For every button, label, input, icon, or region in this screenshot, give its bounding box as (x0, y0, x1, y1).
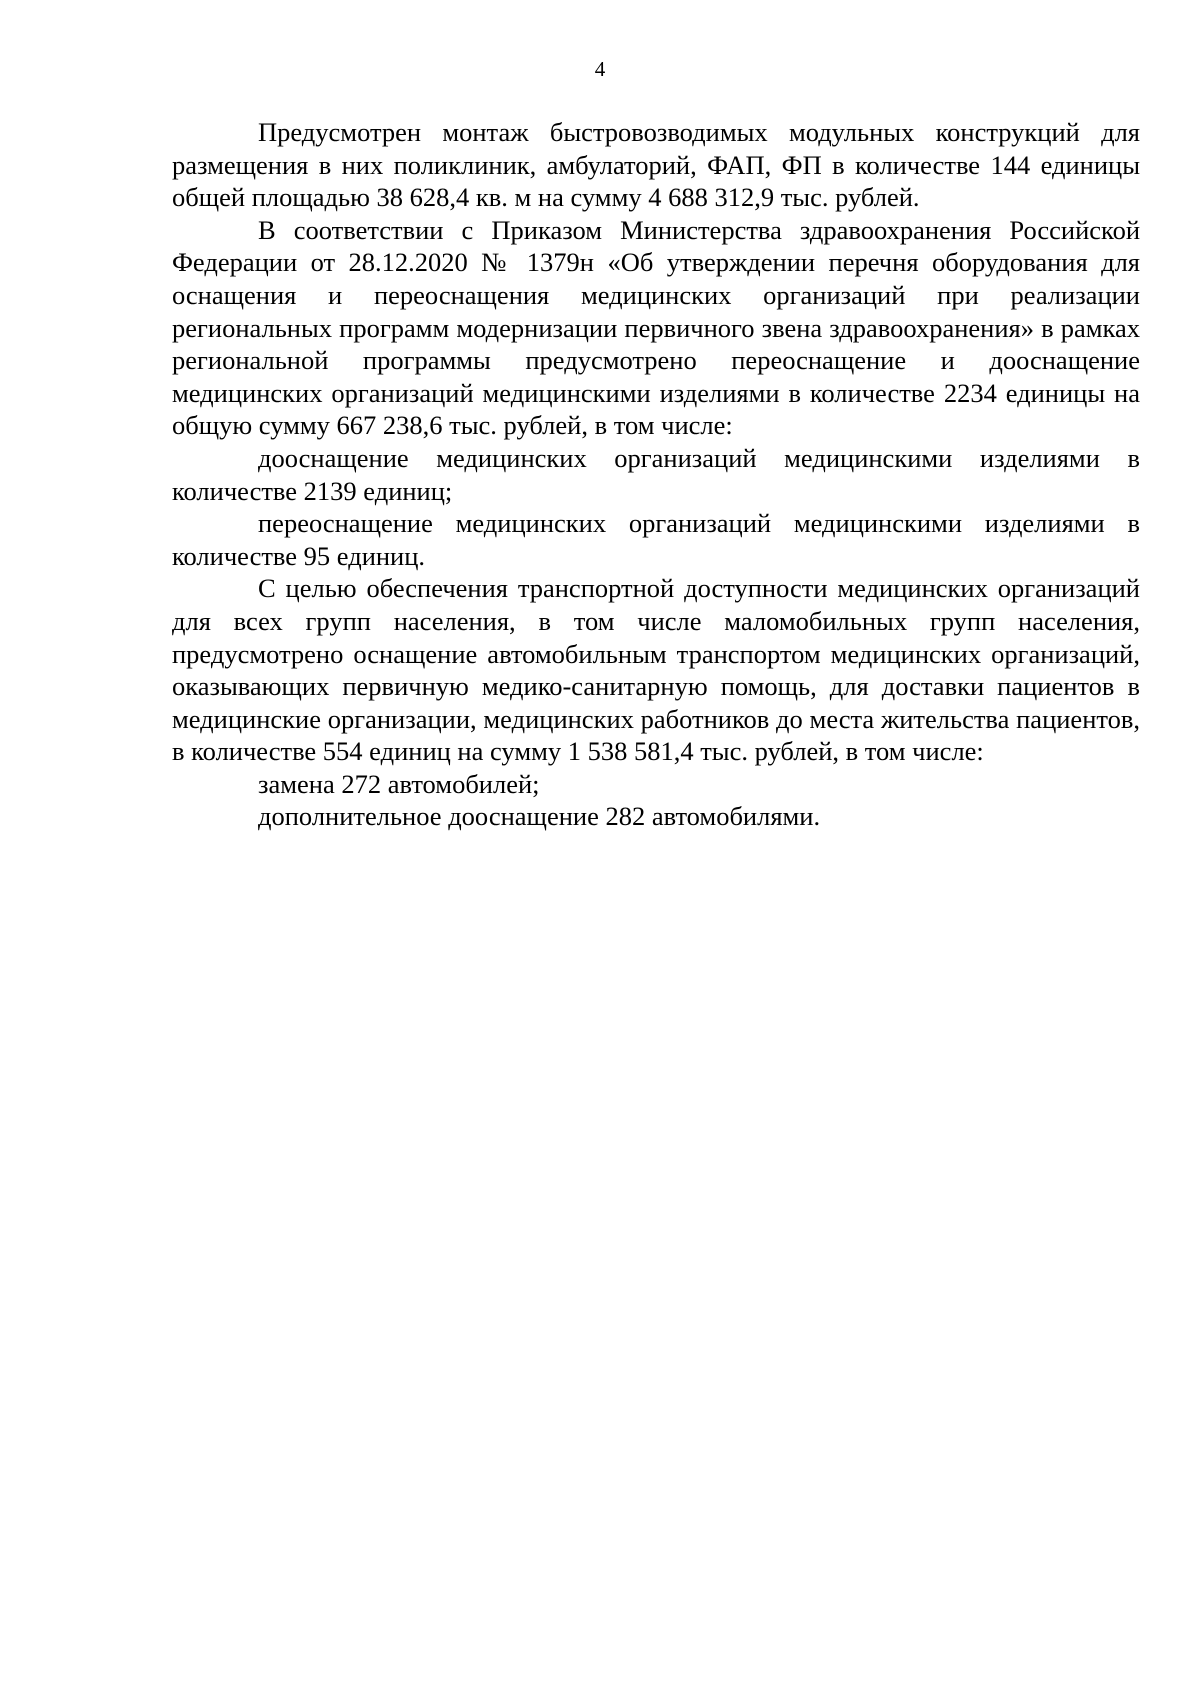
paragraph-additional-vehicles: дополнительное дооснащение 282 автомобилями. (258, 801, 821, 832)
paragraph-additional-equipment: дооснащение медицинских организаций медицинскими изделиями в количестве 2139 единиц; (172, 442, 1140, 506)
paragraph-re-equipment: переоснащение медицинских организаций медицинскими изделиями в количестве 95 единиц. (172, 508, 1140, 571)
paragraph-vehicle-replacement: замена 272 автомобилей; (258, 768, 540, 799)
paragraph-ministry-order: В соответствии с Приказом Министерства здравоохранения Российской Федерации от 28.12.2020 № 1379н «Об утверждении перечня оборудования для оснащения и переоснащения медицинских организаций при реализации региональных программ модернизации первичного звена здравоохранения» в рамках региональной программы предусмотрено переоснащение и дооснащение медицинских организаций медицинскими изделиями в количестве 2234 единицы на общую сумму 667 238,6 тыс. рублей, в том числе: (172, 214, 1140, 441)
paragraph-modular-constructions: Предусмотрен монтаж быстровозводимых модульных конструкций для размещения в них поликлиник, амбулаторий, ФАП, ФП в количестве 144 единицы общей площадью 38 628,4 кв. м на сумму 4 688 312,9 тыс. рублей. (172, 117, 1140, 213)
page-number: 4 (594, 57, 606, 81)
paragraph-transport-accessibility: С целью обеспечения транспортной доступности медицинских организаций для всех групп населения, в том числе маломобильных групп населения, предусмотрено оснащение автомобильным транспортом медицинских организаций, оказывающих первичную медико-санитарную помощь, для доставки пациентов в медицинские организации, медицинских работников до места жительства пациентов, в количестве 554 единиц на сумму 1 538 581,4 тыс. рублей, в том числе: (172, 573, 1140, 767)
document-body (172, 116, 1140, 833)
